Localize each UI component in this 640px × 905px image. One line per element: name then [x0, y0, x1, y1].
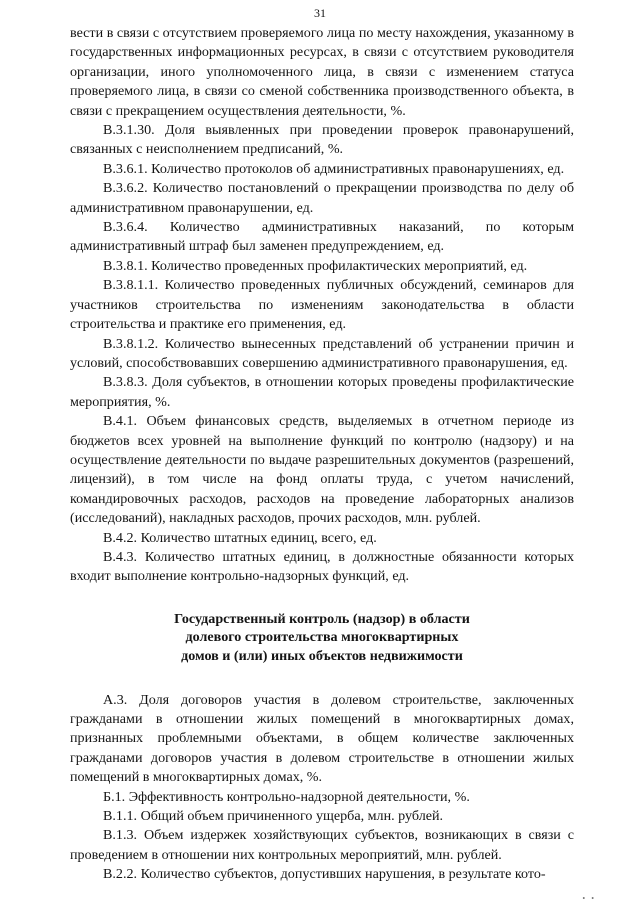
scan-artifact-mark: • • [582, 894, 596, 903]
paragraph: В.3.8.1.1. Количество проведенных публичных обсуждений, семинаров для участников строительства по изменениям законодательства в области строительства и практике его применения, ед. [70, 277, 574, 333]
document-body [70, 24, 574, 885]
paragraph: В.1.1. Общий объем причиненного ущерба, млн. рублей. [103, 808, 444, 824]
section-heading-line-2: долевого строительства многоквартирных [185, 629, 459, 646]
page-number: 31 [314, 6, 326, 20]
paragraph: В.3.6.2. Количество постановлений о прекращении производства по делу об административном правонарушении, ед. [70, 180, 574, 216]
paragraph: В.4.1. Объем финансовых средств, выделяемых в отчетном периоде из бюджетов всех уровней на выполнение функций по контролю (надзору) и на осуществление деятельности по выдаче разрешительных документов (разрешений, лицензий), в том числе на фонд оплаты труда, с учетом начислений, командировочных расходов, расходов на проведение лабораторных анализов (исследований), накладных расходов, прочих расходов, млн. рублей. [70, 413, 574, 527]
paragraph: Б.1. Эффективность контрольно-надзорной деятельности, %. [103, 788, 470, 805]
paragraph: В.3.8.1. Количество проведенных профилактических мероприятий, ед. [103, 257, 528, 274]
section-heading-line-3: домов и (или) иных объектов недвижимости [181, 647, 463, 664]
paragraph: В.4.3. Количество штатных единиц, в должностные обязанности которых входит выполнение контрольно-надзорных функций, ед. [70, 548, 574, 585]
paragraph: В.4.2. Количество штатных единиц, всего, ед. [103, 529, 377, 546]
paragraph: вести в связи с отсутствием проверяемого лица по месту нахождения, указанному в государственных информационных ресурсах, в связи с отсутствием руководителя организации, иного уполномоченного лица, в связи с изменением статуса проверяемого лица, в связи со сменой собственника производственного объекта, в связи с прекращением осуществления деятельности, %. [70, 25, 574, 119]
paragraph: В.3.1.30. Доля выявленных при проведении проверок правонарушений, связанных с неисполнением предписаний, %. [70, 122, 574, 158]
paragraph: А.3. Доля договоров участия в долевом строительстве, заключенных гражданами в отношении жилых помещений в многоквартирных домах, признанных проблемными объектами, в общем количестве заключенных гражданами договоров участия в долевом строительстве в отношении жилых помещений в многоквартирных домах, %. [70, 691, 574, 786]
paragraph: В.2.2. Количество субъектов, допустивших нарушения, в результате кото- [103, 866, 546, 883]
paragraph: В.1.3. Объем издержек хозяйствующих субъектов, возникающих в связи с проведением в отношении них контрольных мероприятий, млн. рублей. [70, 827, 574, 863]
paragraph: В.3.6.1. Количество протоколов об административных правонарушениях, ед. [103, 160, 565, 177]
section-heading [70, 610, 574, 666]
indicator-list-top [70, 24, 574, 587]
section-heading-line-1: Государственный контроль (надзор) в области [174, 610, 470, 627]
paragraph: В.3.8.3. Доля субъектов, в отношении которых проведены профилактические мероприятия, %. [70, 374, 574, 410]
paragraph: В.3.8.1.2. Количество вынесенных представлений об устранении причин и условий, способствовавших совершению административного правонарушения, ед. [70, 335, 574, 371]
indicator-list-bottom [70, 691, 574, 885]
paragraph: В.3.6.4. Количество административных наказаний, по которым административный штраф был заменен предупреждением, ед. [70, 219, 574, 255]
